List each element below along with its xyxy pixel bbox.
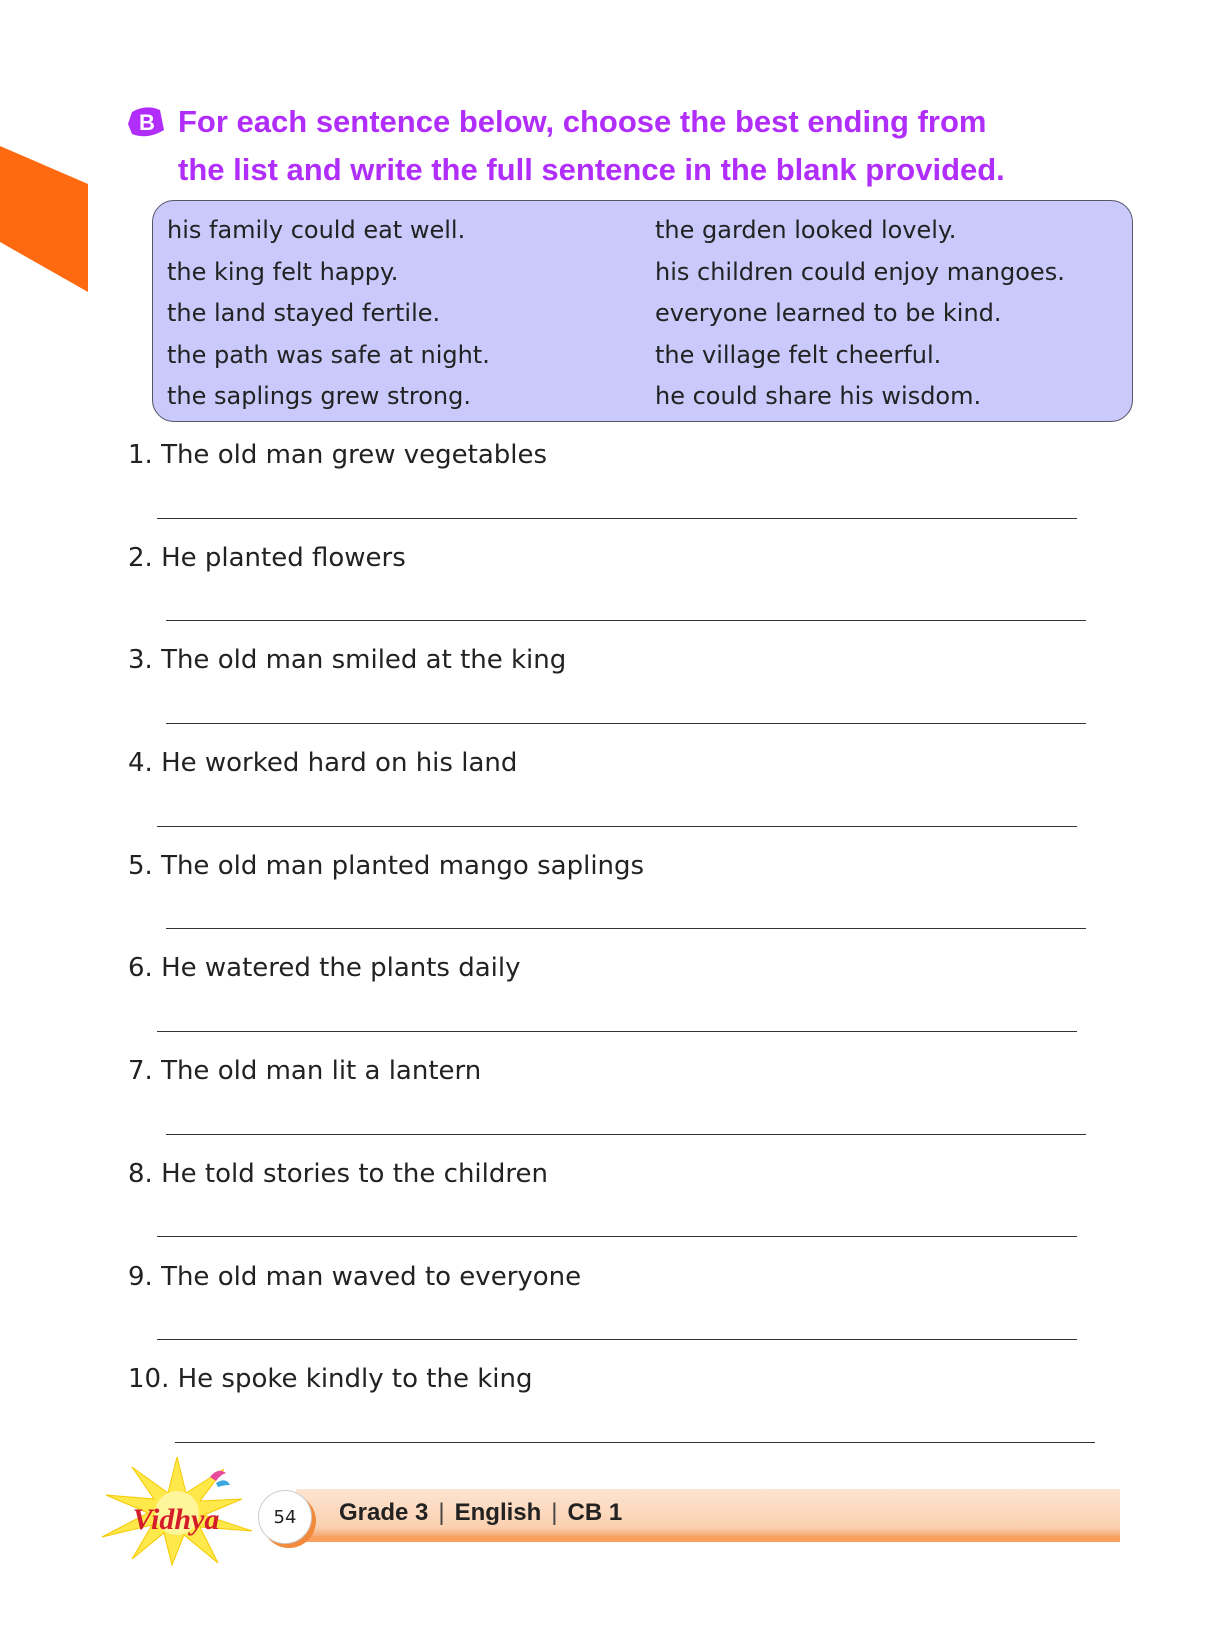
answer-blank-line[interactable] <box>166 1134 1086 1135</box>
ending-item: the garden looked lovely. <box>655 216 957 244</box>
answer-blank-line[interactable] <box>166 620 1086 621</box>
question-text: 6. He watered the plants daily <box>128 953 521 983</box>
footer-book: CB 1 <box>567 1499 623 1526</box>
ending-item: his children could enjoy mangoes. <box>655 257 1065 286</box>
answer-blank-line[interactable] <box>175 1442 1095 1443</box>
ending-item: he could share his wisdom. <box>655 382 982 410</box>
ending-item: the path was safe at night. <box>167 340 490 369</box>
footer-separator: | <box>438 1499 445 1526</box>
footer-course-info <box>339 1497 622 1529</box>
question-text: 5. The old man planted mango saplings <box>128 851 645 881</box>
answer-blank-line[interactable] <box>157 1339 1077 1340</box>
ending-item: his family could eat well. <box>167 216 466 244</box>
question-text: 3. The old man smiled at the king <box>128 645 567 675</box>
question-text: 4. He worked hard on his land <box>128 748 518 778</box>
ending-item: the king felt happy. <box>167 257 399 286</box>
question-text: 8. He told stories to the children <box>128 1159 548 1189</box>
answer-blank-line[interactable] <box>157 1031 1077 1032</box>
section-badge-letter: B <box>139 110 155 135</box>
instruction-heading <box>178 98 1158 194</box>
endings-right-column <box>655 210 1065 418</box>
page-number: 54 <box>258 1490 312 1544</box>
orange-side-tab <box>0 146 88 292</box>
endings-left-column <box>167 210 490 418</box>
ending-item: the saplings grew strong. <box>167 382 471 410</box>
instruction-line-1: For each sentence below, choose the best ending from <box>178 104 987 139</box>
footer-separator: | <box>551 1499 558 1526</box>
footer-subject: English <box>454 1499 542 1526</box>
answer-blank-line[interactable] <box>157 826 1077 827</box>
answer-blank-line[interactable] <box>157 1236 1077 1237</box>
vidhya-logo <box>92 1455 262 1567</box>
ending-item: the village felt cheerful. <box>655 340 942 369</box>
question-text: 9. The old man waved to everyone <box>128 1262 582 1292</box>
answer-blank-line[interactable] <box>166 928 1086 929</box>
answer-blank-line[interactable] <box>166 723 1086 724</box>
instruction-line-2: the list and write the full sentence in the blank provided. <box>178 152 1005 187</box>
question-text: 10. He spoke kindly to the king <box>128 1364 533 1394</box>
footer-grade: Grade 3 <box>339 1499 429 1526</box>
answer-blank-line[interactable] <box>157 518 1077 519</box>
question-text: 1. The old man grew vegetables <box>128 440 548 470</box>
footer-bar-edge <box>296 1536 1120 1542</box>
question-text: 7. The old man lit a lantern <box>128 1056 482 1086</box>
ending-item: the land stayed fertile. <box>167 299 441 327</box>
section-b-badge-icon <box>126 104 166 140</box>
logo-wordmark: Vidhya <box>132 1503 220 1536</box>
endings-word-box <box>152 200 1133 422</box>
question-text: 2. He planted flowers <box>128 543 406 573</box>
ending-item: everyone learned to be kind. <box>655 299 1002 327</box>
